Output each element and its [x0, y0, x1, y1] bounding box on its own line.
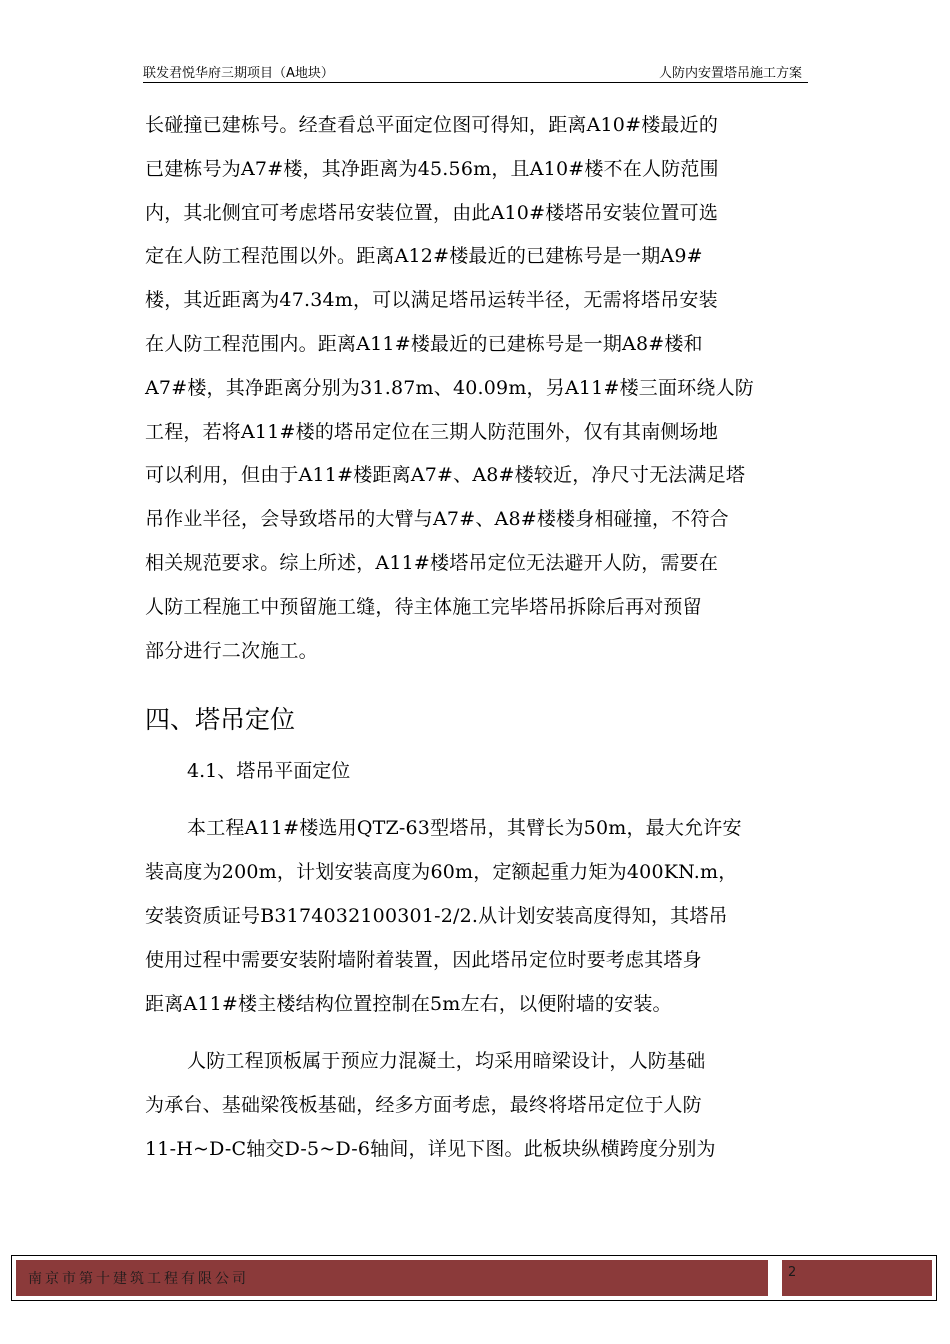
section-heading: 四、塔吊定位 — [145, 705, 296, 735]
text-line: 长碰撞已建栋号。经查看总平面定位图可得知，距离A10#楼最近的 — [145, 114, 719, 136]
text-line: 定在人防工程范围以外。距离A12#楼最近的已建栋号是一期A9# — [145, 245, 703, 268]
text-line: 本工程A11#楼选用QTZ-63型塔吊，其臂长为50m，最大允许安 — [187, 817, 742, 840]
paragraph-3 — [145, 1040, 805, 1171]
text-line: 已建栋号为A7#楼，其净距离为45.56m，且A10#楼不在人防范围 — [145, 157, 719, 180]
text-line: 可以利用，但由于A11#楼距离A7#、A8#楼较近，净尺寸无法满足塔 — [145, 464, 746, 487]
text-line: 人防工程顶板属于预应力混凝土，均采用暗梁设计，人防基础 — [187, 1050, 706, 1073]
text-line: 楼，其近距离为47.34m，可以满足塔吊运转半径，无需将塔吊安装 — [145, 289, 718, 312]
text-line: 内，其北侧宜可考虑塔吊安装位置，由此A10#楼塔吊安装位置可选 — [145, 201, 719, 224]
text-line: 为承台、基础梁筏板基础，经多方面考虑，最终将塔吊定位于人防 — [145, 1094, 702, 1117]
text-line: 相关规范要求。综上所述，A11#楼塔吊定位无法避开人防，需要在 — [145, 551, 719, 574]
subsection-heading: 4.1、塔吊平面定位 — [187, 760, 351, 783]
page-header — [143, 60, 808, 83]
footer-divider — [768, 1260, 782, 1296]
text-line: 装高度为200m，计划安装高度为60m，定额起重力矩为400KN.m， — [145, 861, 738, 884]
text-line: 工程，若将A11#楼的塔吊定位在三期人防范围外，仅有其南侧场地 — [145, 420, 719, 443]
text-line: 安装资质证号B3174032100301-2/2.从计划安装高度得知，其塔吊 — [145, 904, 728, 927]
text-line: 吊作业半径，会导致塔吊的大臂与A7#、A8#楼楼身相碰撞，不符合 — [145, 508, 729, 531]
text-line: 11-H~D-C轴交D-5~D-6轴间，详见下图。此板块纵横跨度分别为 — [145, 1137, 716, 1160]
text-line: 人防工程施工中预留施工缝，待主体施工完毕塔吊拆除后再对预留 — [145, 595, 702, 618]
paragraph-1 — [145, 104, 805, 673]
text-line: A7#楼，其净距离分别为31.87m、40.09m，另A11#楼三面环绕人防 — [145, 376, 754, 399]
footer-company-name: 南京市第十建筑工程有限公司 — [28, 1271, 249, 1287]
document-body — [145, 104, 805, 1172]
text-line: 距离A11#楼主楼结构位置控制在5m左右，以便附墙的安装。 — [145, 992, 672, 1015]
text-line: 使用过程中需要安装附墙附着装置，因此塔吊定位时要考虑其塔身 — [145, 948, 702, 971]
header-document-title: 人防内安置塔吊施工方案 — [658, 66, 802, 81]
page-number: 2 — [788, 1265, 797, 1280]
paragraph-2 — [145, 807, 805, 1026]
footer-bar — [16, 1260, 932, 1296]
header-project-name: 联发君悦华府三期项目（A地块） — [143, 66, 334, 81]
text-line: 在人防工程范围内。距离A11#楼最近的已建栋号是一期A8#楼和 — [145, 332, 703, 355]
text-line: 部分进行二次施工。 — [145, 639, 318, 662]
page-footer — [11, 1255, 937, 1301]
